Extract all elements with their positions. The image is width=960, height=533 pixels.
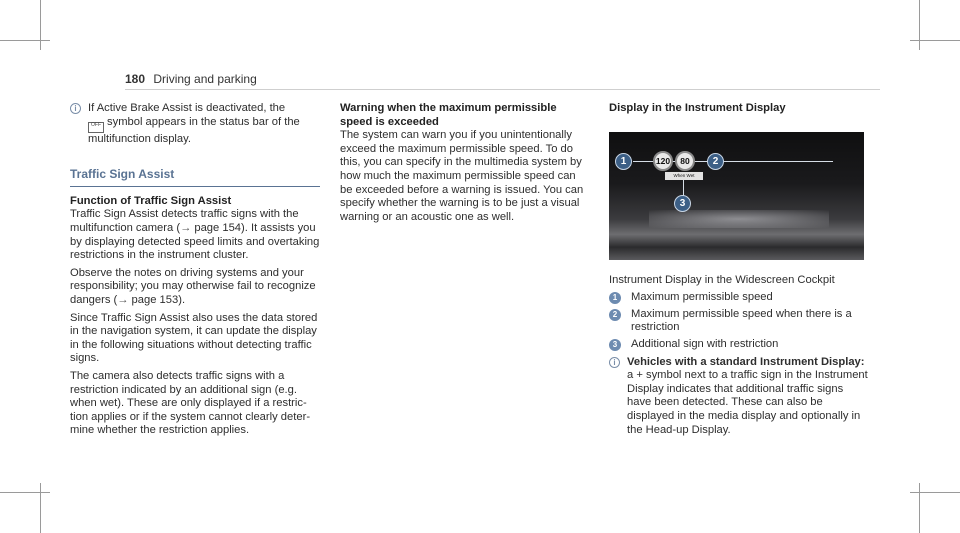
arrow-icon: → [180, 221, 192, 234]
section-title: Traffic Sign Assist [70, 168, 320, 187]
brake-assist-off-icon: OFF [88, 122, 104, 133]
section-name: Driving and parking [153, 72, 257, 86]
crop-mark [919, 0, 920, 50]
para-text: Observe the notes on driving systems and your responsibility; you may otherwise fail to recognize dangers ( [70, 266, 316, 306]
paragraph: The camera also detects traffic signs with a restriction indicated by an additional sign (e.g. when wet). These are only displayed if a restriction applies or if the system cannot clearly determine whether the restriction applies. [70, 369, 311, 437]
speed-sign-80: 80 [675, 151, 695, 171]
paragraph: Since Traffic Sign Assist also uses the data stored in the navigation system, it can update the display in the following situations without detecting traffic signs. [70, 311, 318, 365]
crop-mark [919, 483, 920, 533]
sub-title: Function of Traffic Sign Assist [70, 194, 232, 207]
arrow-icon: → [117, 293, 129, 306]
callout-3: 3 [674, 195, 691, 212]
display-glow [649, 210, 829, 228]
speed-sign-120: 120 [653, 151, 673, 171]
column-middle [340, 102, 590, 228]
column-left [70, 102, 320, 442]
crop-mark [40, 483, 41, 533]
crop-mark [910, 40, 960, 41]
legend-text: Maximum permissible speed when there is a restriction [631, 307, 852, 334]
note-text: a + symbol next to a traffic sign in the Instrument Display indicates that additional traffic signs have been detected. These can also be displayed in the media display and optionally in the Head-up Display. [627, 369, 868, 436]
note-text-prefix: If Active Brake Assist is deactivated, the [88, 102, 286, 114]
info-icon: i [70, 103, 81, 114]
page-number: 180 [125, 72, 146, 86]
note-title: Vehicles with a standard Instrument Display: [627, 355, 865, 368]
crop-mark [0, 492, 50, 493]
paragraph [70, 267, 320, 308]
sub-title: Display in the Instrument Display [609, 102, 786, 114]
page-header [125, 72, 257, 86]
crop-mark [40, 0, 41, 50]
info-icon: i [609, 357, 620, 368]
legend-text: Maximum permissible speed [631, 291, 773, 304]
header-rule [125, 89, 880, 90]
legend-number: 2 [609, 309, 621, 321]
callout-2: 2 [707, 153, 724, 170]
when-wet-sign: When Wet [665, 172, 703, 180]
legend-number: 3 [609, 339, 621, 351]
legend-item [609, 291, 869, 305]
crop-mark [0, 40, 50, 41]
figure-caption: Instrument Display in the Widescreen Cockpit [609, 273, 835, 286]
info-note [70, 102, 320, 146]
crop-mark [910, 492, 960, 493]
note-text-suffix: symbol appears in the status bar of the multifunction display. [88, 115, 300, 145]
page-link[interactable]: page 153). [128, 293, 186, 306]
sub-title: Warning when the maximum permissible speed is exceeded [340, 102, 557, 128]
page-link[interactable]: page 154). It assists you by displaying detected speed limits and overtaking restrictions in the instrument cluster. [70, 221, 320, 262]
instrument-display-figure [609, 132, 864, 260]
legend-item [609, 308, 869, 335]
paragraph: The system can warn you if you unintentionally exceed the maximum permissible speed. To do this, you can specify in the multimedia system by how much the maximum permissible speed can be exceeded before a warning is issued. You can specify whether the warning is to be just a visual warning or an acoustic one as well. [340, 129, 584, 223]
paragraph [70, 208, 320, 262]
info-note [609, 356, 869, 438]
column-right [609, 102, 869, 437]
legend-text: Additional sign with restriction [631, 337, 779, 350]
para-text: Traffic Sign Assist detects traffic signs with the multifunction camera ( [70, 208, 299, 234]
legend-item [609, 338, 869, 352]
legend-number: 1 [609, 292, 621, 304]
callout-1: 1 [615, 153, 632, 170]
